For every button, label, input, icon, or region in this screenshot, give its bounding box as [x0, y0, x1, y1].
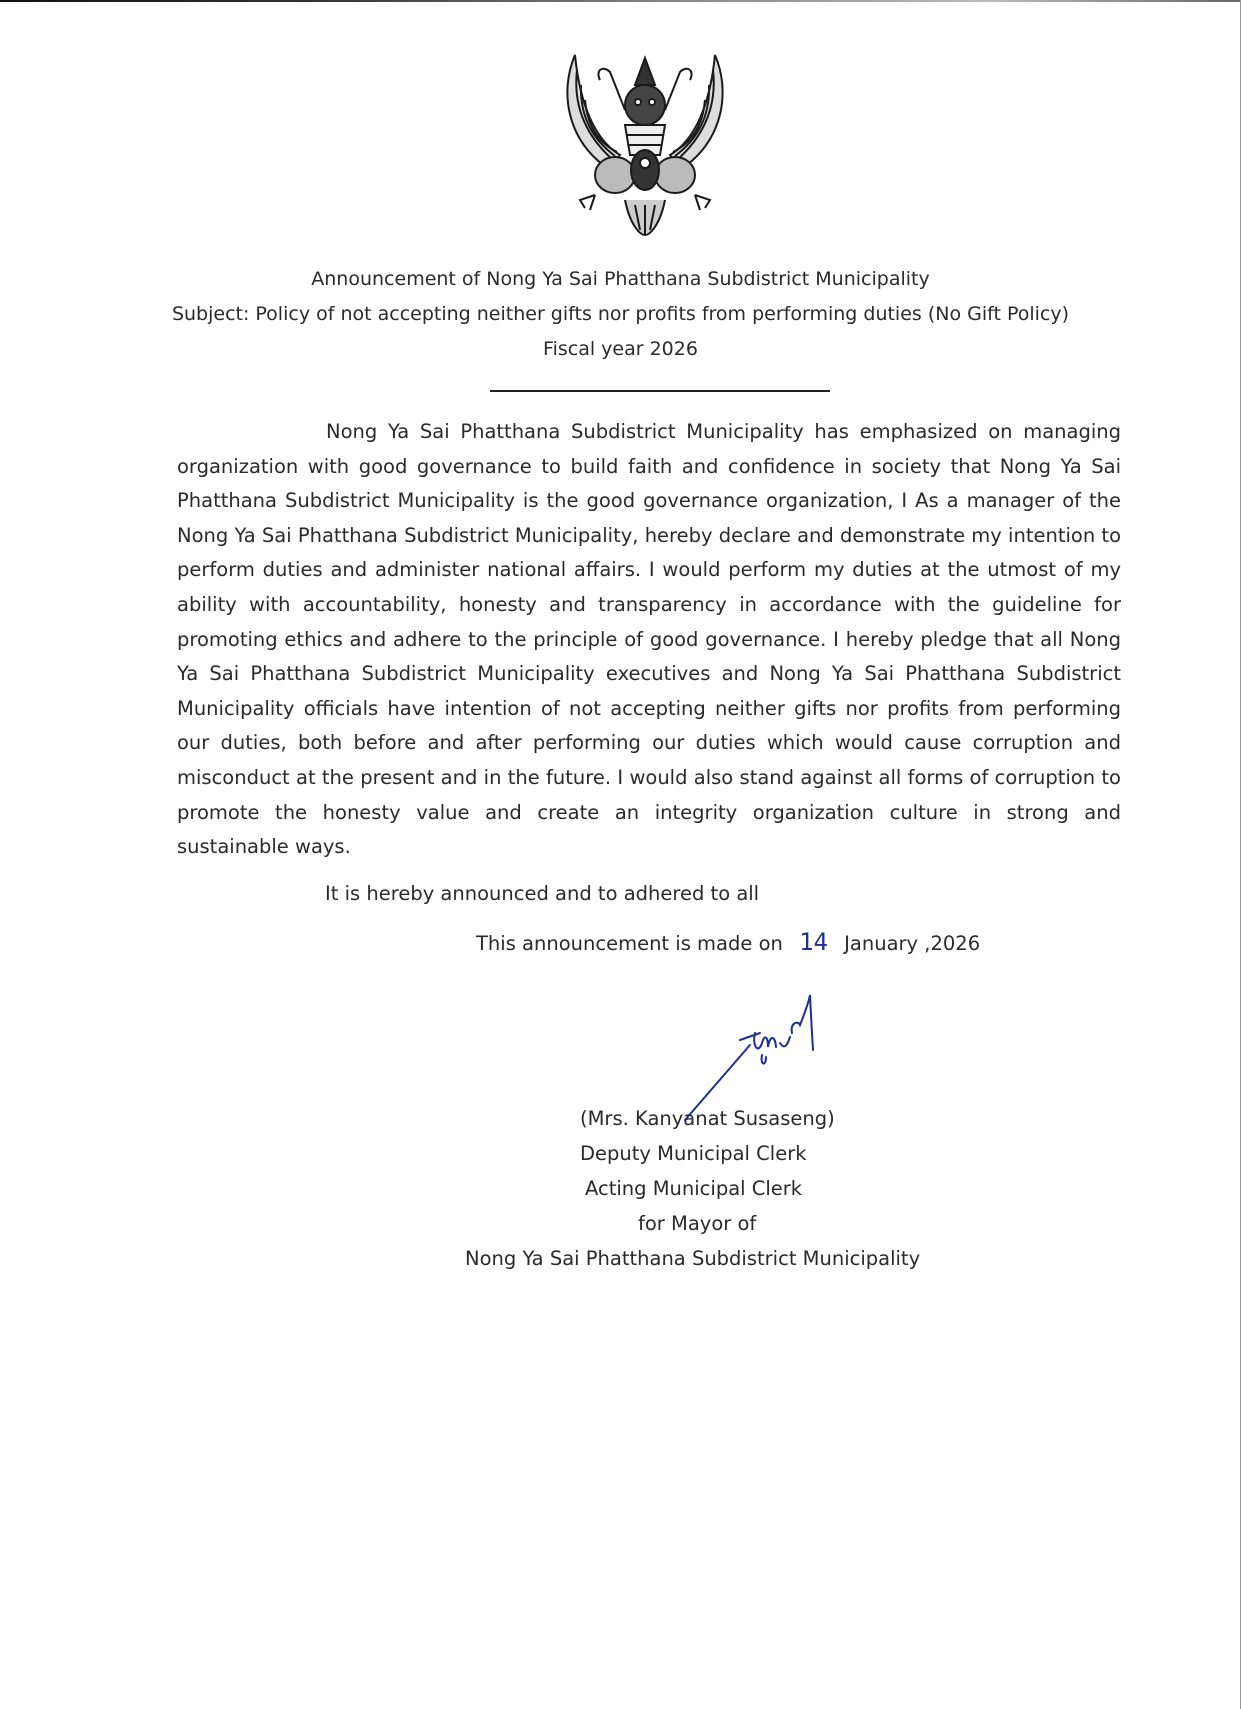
signatory-title-for-mayor: for Mayor of [638, 1212, 757, 1235]
closing-statement: It is hereby announced and to adhered to all [325, 882, 760, 905]
signatory-title-deputy-clerk: Deputy Municipal Clerk [580, 1142, 807, 1165]
announcement-body [177, 415, 1121, 865]
announcement-date [476, 928, 980, 956]
signatory-name: (Mrs. Kanyanat Susaseng) [580, 1107, 835, 1130]
signatory-organization: Nong Ya Sai Phatthana Subdistrict Municipality [465, 1247, 921, 1270]
signatory-block [0, 1101, 1241, 1276]
announcement-subject: Subject: Policy of not accepting neither gifts nor profits from performing duties (No Gift Policy) [171, 303, 1070, 325]
garuda-emblem-icon [555, 50, 735, 240]
header-divider [490, 390, 830, 392]
announcement-title: Announcement of Nong Ya Sai Phatthana Subdistrict Municipality [311, 268, 930, 290]
body-paragraph: Nong Ya Sai Phatthana Subdistrict Municipality has emphasized on managing organization with good governance to build faith and confidence in society that Nong Ya Sai Phatthana Subdistrict Municipality is the good governance organization, I As a manager of the Nong Ya Sai Phatthana Subdistrict Municipality, hereby declare and demonstrate my intention to perform duties and administer national affairs. I would perform my duties at the utmost of my ability with accountability, honesty and transparency in accordance with the guideline for promoting ethics and adhere to the principle of good governance. I hereby pledge that all Nong Ya Sai Phatthana Subdistrict Municipality executives and Nong Ya Sai Phatthana Subdistrict Municipality officials have intention of not accepting neither gifts nor profits from performing our duties, both before and after performing our duties which would cause corruption and misconduct at the present and in the future. I would also stand against all forms of corruption to promote the honesty value and create an integrity organization culture in strong and sustainable ways. [177, 420, 1121, 859]
date-month-year: January ,2026 [844, 932, 981, 955]
date-prefix: This announcement is made on [476, 932, 783, 955]
fiscal-year: Fiscal year 2026 [543, 338, 698, 360]
signatory-title-acting-clerk: Acting Municipal Clerk [585, 1177, 803, 1200]
page-top-edge [0, 0, 1241, 2]
date-day-handwritten: 14 [799, 928, 828, 956]
announcement-header [0, 262, 1241, 367]
